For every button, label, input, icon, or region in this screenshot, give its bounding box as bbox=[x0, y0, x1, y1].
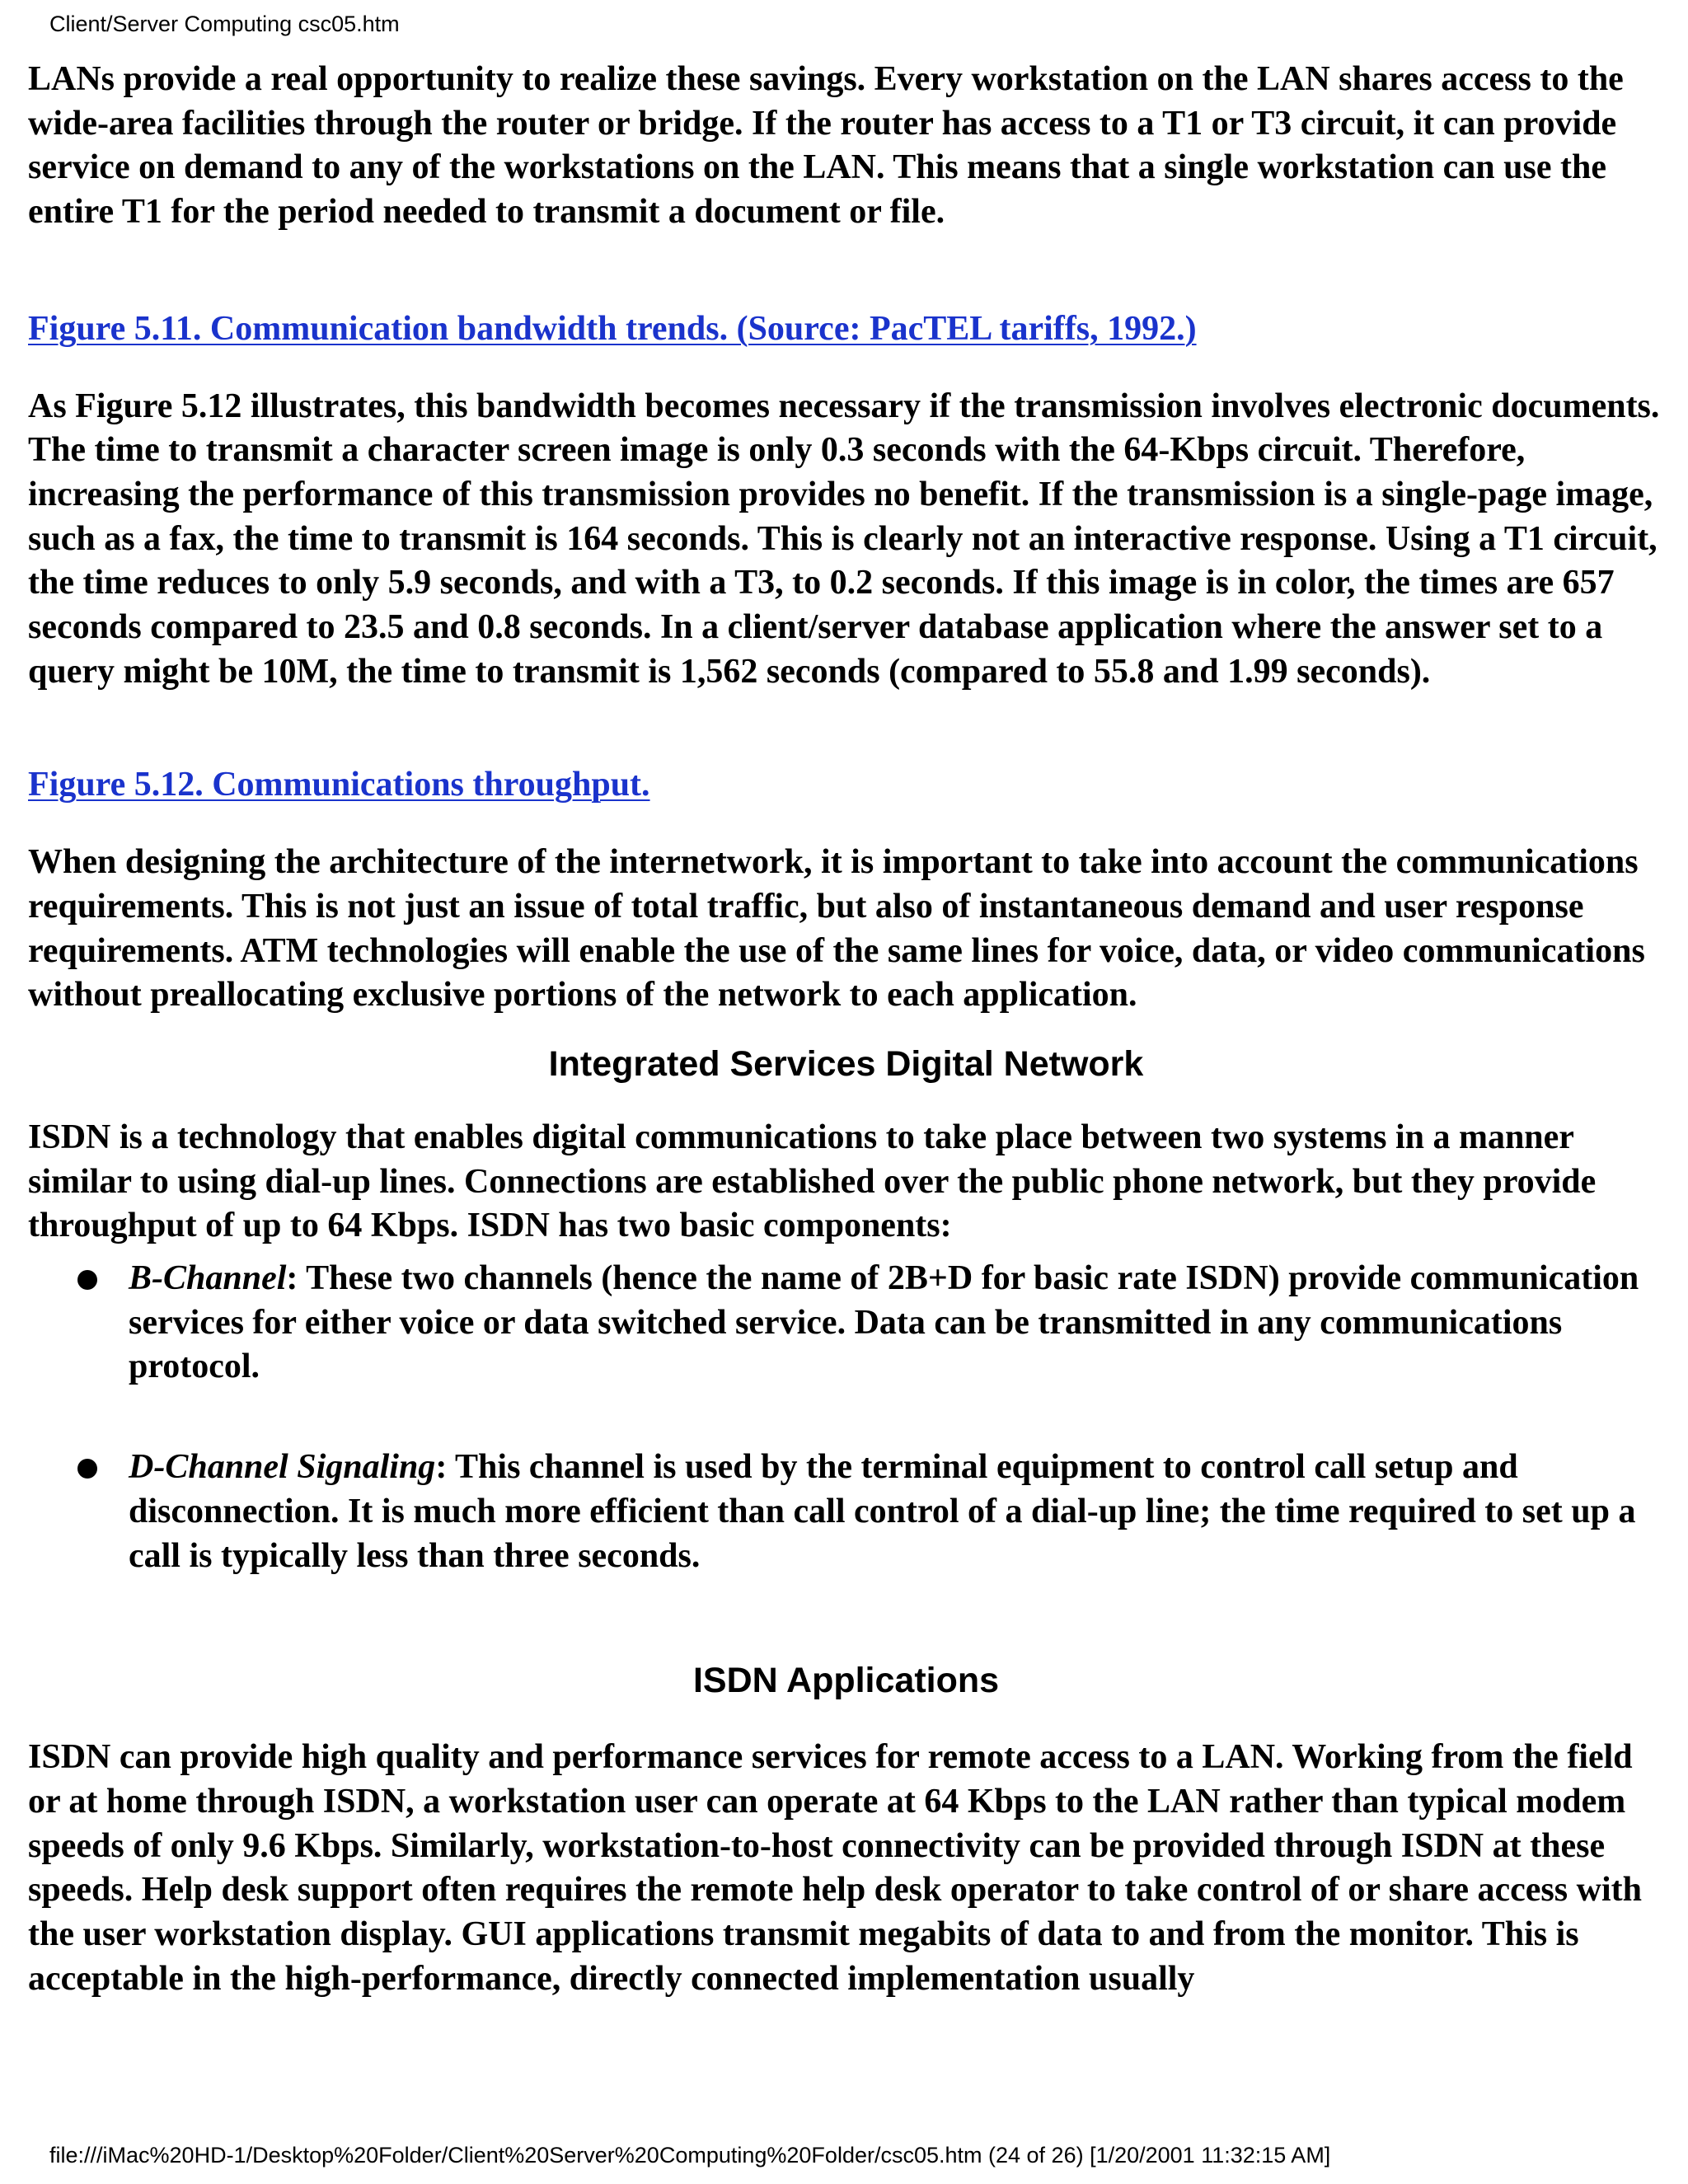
list-item-d-channel bbox=[129, 1446, 1664, 1578]
paragraph-isdn-applications: ISDN can provide high quality and performance services for remote access to a LAN. Working from the field or at home through ISDN, a workstation user can operate at 64 Kbps to the LAN rather than typical modem speeds of only 9.6 Kbps. Similarly, workstation-to-host connectivity can be provided through ISDN at these speeds. Help desk support often requires the remote help desk operator to take control of or share access with the user workstation display. GUI applications transmit megabits of data to and from the monitor. This is acceptable in the high-performance, directly connected implementation usually bbox=[28, 1738, 1642, 1998]
document-body bbox=[28, 58, 1664, 2002]
bullet-dot-icon bbox=[77, 1270, 97, 1290]
desc-d-channel: : This channel is used by the terminal equipment to control call setup and disconnection. It is much more efficient than call control of a dial-up line; the time required to set up a call is typically less than three seconds. bbox=[129, 1448, 1636, 1575]
bullet-dot-icon bbox=[77, 1459, 97, 1479]
isdn-components-list bbox=[28, 1257, 1664, 1578]
paragraph-bandwidth-necessity: As Figure 5.12 illustrates, this bandwidth becomes necessary if the transmission involves electronic documents. The time to transmit a character screen image is only 0.3 seconds with the 64-Kbps circuit. Therefore, increasing the performance of this transmission provides no benefit. If the transmission is a single-page image, such as a fax, the time to transmit is 164 seconds. This is clearly not an interactive response. Using a T1 circuit, the time reduces to only 5.9 seconds, and with a T3, to 0.2 seconds. If this image is in color, the times are 657 seconds compared to 23.5 and 0.8 seconds. In a client/server database application where the answer set to a query might be 10M, the time to transmit is 1,562 seconds (compared to 55.8 and 1.99 seconds). bbox=[28, 387, 1660, 691]
paragraph-internetwork-design: When designing the architecture of the internetwork, it is important to take into account the communications requirements. This is not just an issue of total traffic, but also of instantaneous demand and user response requirements. ATM technologies will enable the use of the same lines for voice, data, or video communications without preallocating exclusive portions of the network to each application. bbox=[28, 843, 1645, 1015]
paragraph-isdn-intro: ISDN is a technology that enables digital communications to take place between two systems in a manner similar to using dial-up lines. Connections are established over the public phone network, but they provide throughput of up to 64 Kbps. ISDN has two basic components: bbox=[28, 1118, 1597, 1245]
paragraph-lan-savings: LANs provide a real opportunity to realize these savings. Every workstation on the LAN shares access to the wide-area facilities through the router or bridge. If the router has access to a T1 or T3 circuit, it can provide service on demand to any of the workstations on the LAN. This means that a single workstation can use the entire T1 for the period needed to transmit a document or file. bbox=[28, 60, 1624, 232]
heading-isdn: Integrated Services Digital Network bbox=[548, 1043, 1144, 1084]
term-d-channel: D-Channel Signaling bbox=[129, 1448, 436, 1487]
heading-isdn-applications: ISDN Applications bbox=[692, 1661, 1000, 1701]
desc-b-channel: : These two channels (hence the name of 2B+D for basic rate ISDN) provide communication services for either voice or data switched service. Data can be transmitted in any communications protocol. bbox=[129, 1259, 1639, 1386]
page-footer-url: file:///iMac%20HD-1/Desktop%20Folder/Client%20Server%20Computing%20Folder/csc05.htm (24 of 26) [1/20/2001 11:32:15 AM] bbox=[49, 2143, 1331, 2168]
figure-5-11-link[interactable]: Figure 5.11. Communication bandwidth trends. (Source: PacTEL tariffs, 1992.) bbox=[28, 309, 1197, 348]
figure-5-12-link[interactable]: Figure 5.12. Communications throughput. bbox=[28, 766, 650, 804]
term-b-channel: B-Channel bbox=[129, 1259, 287, 1298]
list-item-b-channel bbox=[129, 1257, 1664, 1390]
page-header-title: Client/Server Computing csc05.htm bbox=[49, 12, 400, 36]
